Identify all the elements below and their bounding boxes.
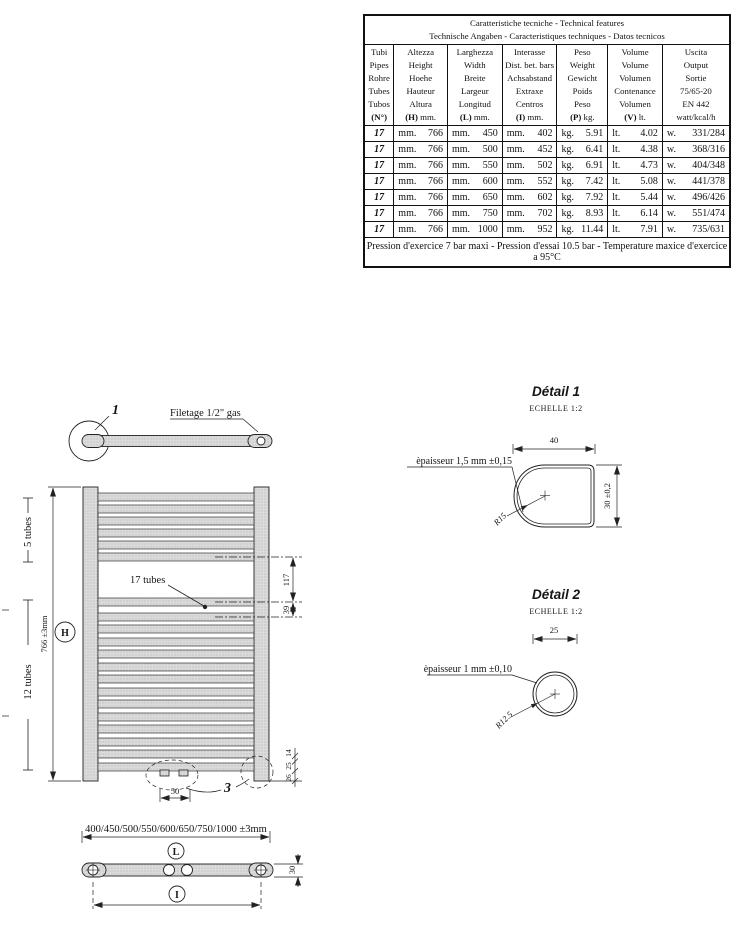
height-symbol: H bbox=[61, 628, 69, 639]
value-cell: mm. 750 bbox=[447, 206, 502, 222]
scan-marks bbox=[2, 610, 9, 716]
detail-1-width-label: 40 bbox=[549, 435, 559, 445]
column-header: Peso Weight Gewicht Poids Peso (P) kg. bbox=[557, 45, 608, 126]
value-cell: lt. 7.91 bbox=[608, 222, 663, 238]
value-cell: w. 441/378 bbox=[662, 174, 730, 190]
tube-count-cell: 17 bbox=[364, 142, 394, 158]
detail-1-drawing bbox=[407, 384, 622, 528]
width-dim-label: 400/450/500/550/600/650/750/1000 ±3mm bbox=[85, 824, 267, 835]
detail-1-thickness-label: èpaisseur 1,5 mm ±0,15 bbox=[416, 456, 512, 467]
five-tubes-label: 5 tubes bbox=[23, 516, 34, 548]
detail-1-profile bbox=[514, 465, 594, 527]
value-cell: mm. 650 bbox=[447, 190, 502, 206]
value-cell: w. 551/474 bbox=[662, 206, 730, 222]
value-cell: lt. 5.44 bbox=[608, 190, 663, 206]
detail-1-radius-arrow bbox=[521, 505, 528, 510]
value-cell: kg. 8.93 bbox=[557, 206, 608, 222]
radiator-tube bbox=[98, 663, 254, 671]
detail-2-thickness-label: èpaisseur 1 mm ±0,10 bbox=[423, 664, 512, 675]
detail-2-thickness-leader bbox=[512, 675, 537, 683]
left-column bbox=[83, 487, 98, 781]
dim-39-label: 39 bbox=[281, 605, 291, 615]
dim-14-label: 14 bbox=[284, 749, 293, 757]
column-header: Interasse Dist. bet. bars Achsabstand Extraxe Centros (I) mm. bbox=[502, 45, 557, 126]
value-cell: mm. 766 bbox=[394, 158, 448, 174]
value-cell: mm. 602 bbox=[502, 190, 557, 206]
width-symbol: L bbox=[172, 847, 180, 858]
table-header-row bbox=[364, 45, 730, 126]
radiator-tube bbox=[98, 675, 254, 683]
column-header: Uscita Output Sortie 75/65-20 EN 442 watt/kcal/h bbox=[662, 45, 730, 126]
tube-count-cell: 17 bbox=[364, 190, 394, 206]
value-cell: mm. 450 bbox=[447, 126, 502, 142]
clip-hole-icon bbox=[164, 865, 175, 876]
tube-count-cell: 17 bbox=[364, 206, 394, 222]
detail-1-radius-label: R15 bbox=[491, 510, 509, 528]
value-cell: mm. 766 bbox=[394, 190, 448, 206]
radiator-tube bbox=[98, 725, 254, 733]
value-cell: mm. 702 bbox=[502, 206, 557, 222]
column-header: Larghezza Width Breite Largeur Longitud (L) mm. bbox=[447, 45, 502, 126]
radiator-tubes bbox=[98, 493, 254, 771]
dim-117-label: 117 bbox=[281, 573, 291, 587]
detail-1-thickness-leader bbox=[512, 467, 523, 512]
column-header: Tubi Pipes Rohre Tubes Tubos (N°) bbox=[364, 45, 394, 126]
table-row bbox=[364, 190, 730, 206]
value-cell: kg. 7.42 bbox=[557, 174, 608, 190]
top-bar-left-cap bbox=[82, 435, 104, 448]
front-view-drawing bbox=[23, 487, 302, 802]
value-cell: kg. 7.92 bbox=[557, 190, 608, 206]
radiator-tube bbox=[98, 688, 254, 696]
radiator-tube bbox=[98, 493, 254, 501]
detail-1-height-label: 30 ±0,2 bbox=[602, 483, 612, 509]
detail-1-width-dimension bbox=[513, 444, 595, 454]
bottom-bar bbox=[82, 863, 273, 877]
value-cell: mm. 500 bbox=[447, 142, 502, 158]
detail-2-title: Détail 2 bbox=[531, 587, 581, 602]
tube-count-cell: 17 bbox=[364, 158, 394, 174]
table-row bbox=[364, 158, 730, 174]
dim-30-label: 30 bbox=[287, 865, 297, 875]
table-row bbox=[364, 206, 730, 222]
table-row bbox=[364, 142, 730, 158]
table-footer-note: Pression d'exercice 7 bar maxi - Pression d'essai 10.5 bar - Temperature maxice d'exercice a 95°C bbox=[364, 238, 730, 268]
radiator-tube bbox=[98, 713, 254, 721]
table-row bbox=[364, 126, 730, 142]
value-cell: mm. 766 bbox=[394, 142, 448, 158]
tube-count-cell: 17 bbox=[364, 174, 394, 190]
thread-fitting-icon bbox=[257, 437, 265, 445]
value-cell: w. 735/631 bbox=[662, 222, 730, 238]
column-header: Volume Volume Volumen Contenance Volumen (V) lt. bbox=[608, 45, 663, 126]
radiator-tube bbox=[98, 650, 254, 658]
detail-2-drawing bbox=[424, 587, 583, 731]
table-body bbox=[364, 126, 730, 238]
table-row bbox=[364, 222, 730, 238]
right-column bbox=[254, 487, 269, 781]
value-cell: kg. 6.91 bbox=[557, 158, 608, 174]
clip-hole-icon bbox=[182, 865, 193, 876]
detail-2-scale: ECHELLE 1:2 bbox=[529, 607, 583, 616]
value-cell: kg. 11.44 bbox=[557, 222, 608, 238]
value-cell: kg. 5.91 bbox=[557, 126, 608, 142]
dim-50-label: 50 bbox=[170, 786, 180, 796]
radiator-tube bbox=[98, 541, 254, 549]
value-cell: mm. 402 bbox=[502, 126, 557, 142]
column-header: Altezza Height Hoehe Hauteur Altura (H) mm. bbox=[394, 45, 448, 126]
dim-25-label: 25 bbox=[284, 762, 293, 770]
technical-features-table bbox=[363, 14, 731, 268]
value-cell: mm. 766 bbox=[394, 206, 448, 222]
radiator-tube bbox=[98, 625, 254, 633]
table-title-line2: Technische Angaben - Caracteristiques techniques - Datos tecnicos bbox=[429, 31, 665, 41]
value-cell: mm. 766 bbox=[394, 126, 448, 142]
value-cell: lt. 6.14 bbox=[608, 206, 663, 222]
interaxis-symbol: I bbox=[175, 890, 179, 901]
value-cell: kg. 6.41 bbox=[557, 142, 608, 158]
detail-2-radius-label: R12.5 bbox=[493, 709, 515, 731]
value-cell: mm. 452 bbox=[502, 142, 557, 158]
table-title bbox=[364, 15, 730, 45]
value-cell: w. 496/426 bbox=[662, 190, 730, 206]
detail-2-width-dimension bbox=[533, 634, 577, 644]
seventeen-tubes-leader-dot bbox=[203, 605, 207, 609]
radiator-tube bbox=[98, 505, 254, 513]
twelve-tubes-label: 12 tubes bbox=[23, 664, 34, 700]
value-cell: w. 404/348 bbox=[662, 158, 730, 174]
thread-label-leader bbox=[243, 419, 258, 432]
radiator-tube bbox=[98, 738, 254, 746]
seventeen-tubes-label: 17 tubes bbox=[130, 575, 166, 586]
detail-2-width-label: 25 bbox=[549, 625, 559, 635]
value-cell: mm. 502 bbox=[502, 158, 557, 174]
thread-label: Filetage 1/2" gas bbox=[170, 408, 241, 419]
radiator-tube bbox=[98, 529, 254, 537]
callout-3-label: 3 bbox=[224, 781, 231, 796]
detail-1-scale: ECHELLE 1:2 bbox=[529, 404, 583, 413]
radiator-tube bbox=[98, 750, 254, 758]
value-cell: lt. 4.38 bbox=[608, 142, 663, 158]
bottom-view-drawing bbox=[82, 824, 303, 909]
radiator-tube bbox=[98, 517, 254, 525]
value-cell: w. 331/284 bbox=[662, 126, 730, 142]
radiator-tube bbox=[98, 700, 254, 708]
value-cell: mm. 766 bbox=[394, 174, 448, 190]
value-cell: mm. 952 bbox=[502, 222, 557, 238]
tube-count-cell: 17 bbox=[364, 222, 394, 238]
callout-1-label: 1 bbox=[112, 403, 119, 418]
detail-1-title: Détail 1 bbox=[531, 384, 581, 399]
top-bar bbox=[95, 436, 253, 447]
top-view-drawing bbox=[69, 416, 272, 461]
radiator-tube bbox=[98, 763, 254, 771]
value-cell: lt. 5.08 bbox=[608, 174, 663, 190]
table-title-line1: Caratteristiche tecniche - Technical features bbox=[469, 18, 625, 28]
dim-26-label: 26 bbox=[284, 774, 293, 782]
value-cell: mm. 550 bbox=[447, 158, 502, 174]
value-cell: mm. 552 bbox=[502, 174, 557, 190]
value-cell: mm. 600 bbox=[447, 174, 502, 190]
value-cell: mm. 1000 bbox=[447, 222, 502, 238]
table-row bbox=[364, 174, 730, 190]
radiator-tube bbox=[98, 638, 254, 646]
tube-count-cell: 17 bbox=[364, 126, 394, 142]
value-cell: lt. 4.73 bbox=[608, 158, 663, 174]
height-dim-label: 766 ±3mm bbox=[39, 615, 49, 653]
value-cell: mm. 766 bbox=[394, 222, 448, 238]
value-cell: w. 368/316 bbox=[662, 142, 730, 158]
value-cell: lt. 4.02 bbox=[608, 126, 663, 142]
